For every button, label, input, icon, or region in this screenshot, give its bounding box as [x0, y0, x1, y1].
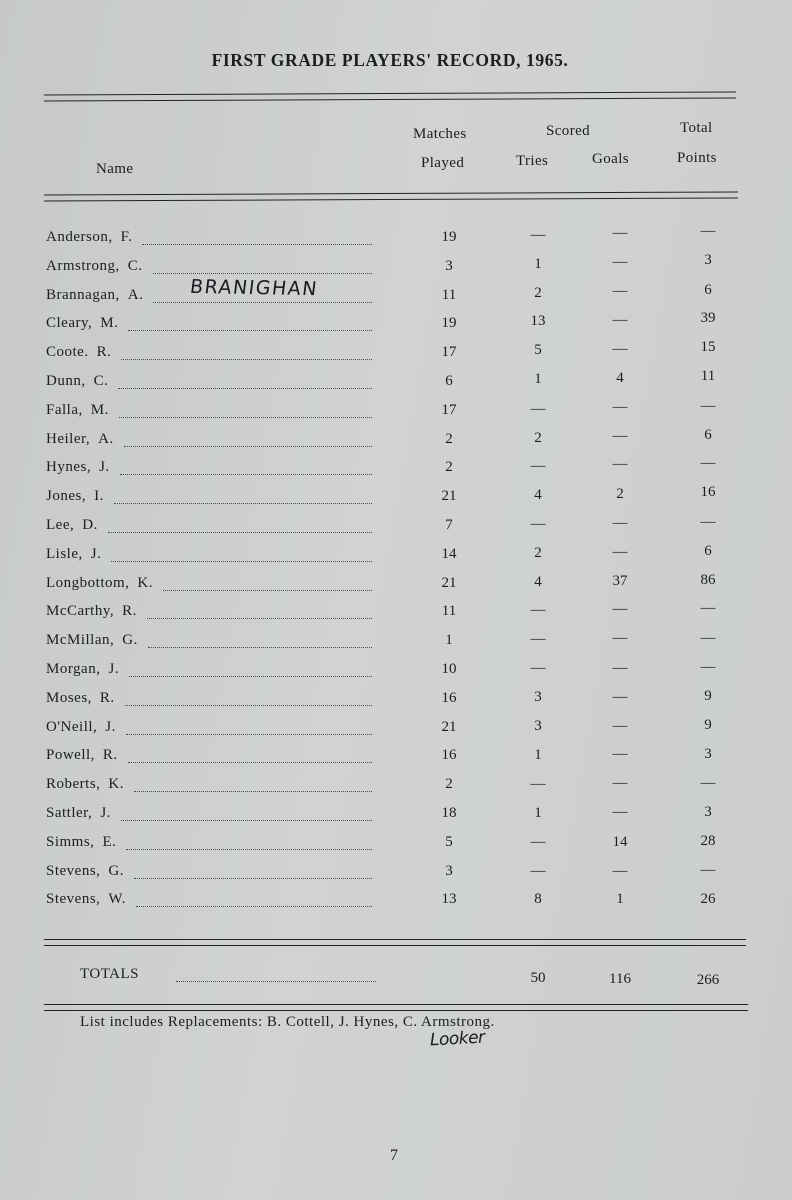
player-surname: Lee,	[46, 517, 75, 533]
cell-goals: —	[612, 398, 628, 415]
player-initial: C.	[93, 373, 109, 389]
cell-points: 9	[704, 716, 712, 733]
leader-dots	[121, 359, 372, 360]
cell-played: 13	[441, 891, 457, 908]
leader-dots	[148, 647, 372, 648]
player-name	[46, 431, 114, 448]
table-row	[0, 281, 792, 307]
cell-tries: —	[530, 833, 546, 850]
cell-tries: 1	[534, 747, 542, 764]
cell-goals: 2	[616, 486, 624, 503]
cell-goals: —	[612, 515, 628, 531]
player-initial: K.	[108, 776, 125, 793]
totals-tries: 50	[530, 970, 546, 986]
cell-points: —	[700, 600, 716, 617]
cell-tries: 1	[534, 805, 542, 821]
cell-points: —	[700, 775, 716, 792]
cell-played: 2	[445, 776, 453, 793]
player-name	[46, 459, 110, 476]
player-initial: F.	[120, 229, 133, 245]
cell-points: —	[700, 223, 716, 239]
leader-dots	[108, 532, 372, 533]
player-name	[46, 546, 101, 563]
player-initial: W.	[108, 891, 126, 908]
cell-goals: —	[612, 862, 628, 879]
leader-dots	[125, 705, 372, 706]
cell-goals: —	[612, 717, 628, 734]
cell-tries: 3	[534, 688, 542, 705]
totals-goals: 116	[609, 971, 631, 987]
player-initial: A.	[127, 286, 144, 303]
cell-played: 10	[441, 661, 457, 677]
player-initial: J.	[108, 661, 120, 677]
leader-dots	[111, 561, 372, 562]
player-initial: A.	[98, 430, 114, 447]
cell-points: 3	[704, 251, 712, 268]
cell-tries: 8	[534, 891, 542, 908]
player-initial: M.	[90, 401, 109, 418]
table-row	[0, 834, 792, 854]
cell-goals: —	[612, 775, 628, 792]
player-name	[46, 690, 115, 707]
player-surname: Coote.	[46, 344, 89, 361]
cell-played: 1	[445, 632, 453, 649]
cell-played: 16	[441, 689, 457, 706]
cell-goals: —	[612, 746, 628, 763]
cell-points: 26	[700, 891, 716, 908]
cell-played: 18	[441, 805, 457, 821]
cell-tries: 2	[534, 544, 542, 561]
player-initial: R.	[99, 689, 115, 706]
handwritten-annotation-brannagan: BRANIGHAN	[188, 275, 320, 301]
table-row	[0, 426, 792, 451]
cell-goals: —	[612, 253, 628, 270]
cell-points: —	[700, 397, 716, 414]
cell-goals: 1	[616, 891, 624, 908]
table-row	[0, 571, 792, 595]
player-initial: R.	[122, 603, 137, 620]
cell-tries: 4	[534, 573, 542, 590]
cell-goals: —	[612, 660, 628, 676]
player-initial: D.	[82, 517, 98, 533]
player-surname: Sattler,	[46, 805, 93, 821]
player-name	[46, 229, 132, 246]
cell-points: —	[700, 630, 716, 647]
player-surname: McMillan,	[46, 632, 115, 649]
top-rule-1	[44, 91, 736, 95]
table-row	[0, 455, 792, 479]
cell-played: 2	[445, 430, 453, 447]
header-rule-2	[44, 197, 738, 201]
player-surname: Powell,	[46, 747, 95, 764]
cell-goals: 4	[616, 370, 624, 386]
player-initial: E.	[102, 833, 117, 850]
leader-dots	[120, 474, 372, 475]
table-row	[0, 716, 792, 739]
player-initial: C.	[127, 257, 143, 274]
totals-rule-1	[44, 939, 746, 940]
player-name	[46, 315, 118, 332]
cell-points: 3	[704, 746, 712, 763]
cell-tries: —	[530, 458, 546, 475]
cell-points: —	[700, 861, 716, 878]
player-initial: M.	[100, 315, 119, 332]
player-name	[46, 344, 111, 361]
cell-tries: 4	[534, 487, 542, 504]
player-surname: Dunn,	[46, 373, 86, 389]
player-name	[46, 258, 143, 275]
cell-goals: —	[612, 282, 628, 299]
player-name	[46, 373, 108, 390]
cell-played: 6	[445, 373, 453, 389]
cell-points: —	[700, 659, 716, 675]
player-surname: Morgan,	[46, 661, 101, 677]
leader-dots	[134, 791, 372, 792]
cell-points: 9	[704, 687, 712, 704]
player-name	[46, 863, 124, 880]
handwritten-annotation-cottell: Looker	[429, 1027, 486, 1051]
cell-goals: 37	[612, 572, 628, 589]
totals-rule-2	[44, 945, 746, 946]
bottom-rule-1	[44, 1004, 748, 1005]
player-name	[46, 834, 116, 851]
table-row	[0, 251, 792, 278]
player-name	[46, 661, 119, 678]
cell-points: 86	[700, 571, 716, 588]
player-name	[46, 287, 143, 304]
header-total: Total	[680, 120, 713, 136]
cell-played: 11	[441, 603, 457, 620]
player-name	[46, 747, 118, 764]
table-row	[0, 484, 792, 508]
cell-played: 5	[445, 833, 453, 850]
header-tries: Tries	[516, 153, 549, 169]
cell-tries: 3	[534, 717, 542, 734]
cell-tries: 2	[534, 429, 542, 446]
player-surname: Falla,	[46, 401, 83, 418]
replacements-note: List includes Replacements: B. Cottell, J. Hynes, C. Armstrong.	[80, 1014, 495, 1030]
table-row	[0, 368, 792, 393]
cell-goals: —	[612, 601, 628, 618]
header-matches: Matches	[413, 126, 467, 142]
cell-played: 21	[441, 718, 457, 735]
table-row	[0, 661, 792, 681]
cell-points: 28	[700, 832, 716, 849]
cell-goals: —	[612, 543, 628, 560]
table-row	[0, 863, 792, 883]
header-points: Points	[677, 150, 717, 166]
cell-tries: 2	[534, 284, 542, 301]
cell-goals: —	[612, 630, 628, 647]
leader-dots	[121, 820, 372, 821]
leader-dots	[118, 388, 372, 389]
player-name	[46, 488, 104, 505]
cell-tries: —	[530, 776, 546, 793]
cell-played: 7	[445, 517, 453, 533]
cell-played: 2	[445, 459, 453, 476]
leader-dots	[136, 906, 372, 907]
cell-points: 6	[704, 542, 712, 559]
cell-tries: —	[530, 516, 546, 532]
player-name	[46, 402, 109, 419]
leader-dots	[126, 734, 372, 735]
leader-dots	[119, 417, 372, 418]
cell-played: 17	[441, 401, 457, 418]
cell-played: 19	[441, 315, 457, 332]
totals-leader-dots	[176, 981, 376, 982]
cell-goals: —	[612, 456, 628, 473]
table-row	[0, 805, 792, 825]
player-initial: J.	[90, 545, 102, 562]
cell-goals: —	[612, 427, 628, 444]
leader-dots	[128, 330, 372, 331]
player-surname: Roberts,	[46, 776, 101, 793]
cell-points: —	[700, 514, 716, 530]
cell-played: 3	[445, 257, 453, 274]
totals-row	[0, 966, 792, 986]
player-surname: Simms,	[46, 833, 95, 850]
cell-played: 11	[441, 286, 457, 303]
cell-tries: 13	[530, 313, 546, 330]
player-surname: Heiler,	[46, 430, 91, 447]
cell-tries: —	[530, 660, 546, 676]
cell-points: —	[700, 455, 716, 472]
page-number: 7	[390, 1147, 398, 1164]
bottom-rule-2	[44, 1010, 748, 1011]
player-name	[46, 632, 138, 649]
player-surname: Brannagan,	[46, 286, 120, 303]
cell-tries: 1	[534, 371, 542, 387]
player-surname: Longbottom,	[46, 574, 130, 591]
leader-dots	[147, 618, 372, 619]
cell-tries: —	[530, 631, 546, 648]
header-scored: Scored	[546, 123, 591, 139]
player-surname: Lisle,	[46, 545, 83, 562]
player-initial: I.	[94, 488, 104, 505]
player-name	[46, 805, 111, 822]
player-name	[46, 719, 116, 736]
cell-played: 19	[441, 229, 457, 245]
cell-tries: —	[530, 602, 546, 619]
cell-played: 3	[445, 862, 453, 879]
cell-tries: 1	[534, 255, 542, 272]
table-row	[0, 600, 792, 623]
leader-dots	[129, 676, 372, 677]
player-initial: G.	[108, 862, 125, 879]
table-row	[0, 223, 792, 249]
cell-goals: —	[612, 312, 628, 329]
page-title: FIRST GRADE PLAYERS' RECORD, 1965.	[211, 50, 569, 70]
cell-points: 6	[704, 281, 712, 298]
cell-goals: —	[612, 341, 628, 358]
player-surname: Hynes,	[46, 459, 92, 476]
player-surname: McCarthy,	[46, 603, 115, 620]
player-surname: Moses,	[46, 689, 92, 706]
player-surname: Jones,	[46, 488, 87, 505]
cell-goals: —	[612, 688, 628, 705]
table-row	[0, 542, 792, 566]
cell-played: 21	[441, 488, 457, 505]
cell-tries: 5	[534, 342, 542, 359]
player-name	[46, 776, 124, 793]
player-initial: K.	[137, 574, 154, 591]
leader-dots	[163, 590, 372, 591]
player-name	[46, 891, 126, 908]
table-row	[0, 397, 792, 422]
table-row	[0, 687, 792, 710]
player-surname: Stevens,	[46, 862, 101, 879]
player-surname: Anderson,	[46, 229, 113, 245]
leader-dots	[128, 762, 372, 763]
player-initial: G.	[122, 632, 138, 649]
top-rule-2	[44, 97, 736, 101]
player-initial: J.	[105, 718, 116, 735]
cell-points: 39	[700, 310, 716, 327]
cell-tries: —	[530, 400, 546, 417]
totals-label: TOTALS	[80, 966, 140, 982]
table-row	[0, 747, 792, 767]
cell-played: 16	[441, 747, 457, 764]
player-initial: R.	[96, 344, 112, 361]
table-row	[0, 632, 792, 652]
player-surname: O'Neill,	[46, 718, 98, 735]
player-name	[46, 575, 153, 592]
table-row	[0, 514, 792, 537]
leader-dots	[142, 244, 372, 245]
header-played: Played	[421, 155, 465, 171]
leader-dots	[124, 446, 372, 447]
leader-dots	[126, 849, 372, 850]
table-row	[0, 310, 792, 335]
player-name	[46, 517, 98, 534]
leader-dots	[134, 878, 372, 879]
cell-tries: —	[530, 862, 546, 879]
player-initial: R.	[102, 747, 118, 764]
cell-played: 17	[441, 344, 457, 361]
cell-goals: —	[612, 804, 628, 820]
leader-dots	[114, 503, 372, 504]
player-name	[46, 603, 137, 620]
cell-played: 14	[441, 545, 457, 562]
table-row	[0, 776, 792, 796]
table-row	[0, 339, 792, 364]
cell-points: 6	[704, 426, 712, 443]
player-surname: Cleary,	[46, 315, 93, 332]
cell-points: 16	[700, 484, 716, 501]
totals-points: 266	[696, 972, 720, 988]
player-surname: Stevens,	[46, 891, 101, 908]
player-initial: J.	[99, 459, 110, 476]
leader-dots	[153, 273, 372, 274]
cell-points: 3	[704, 804, 712, 820]
header-name: Name	[96, 161, 134, 177]
player-initial: J.	[100, 805, 111, 821]
cell-points: 15	[700, 339, 716, 356]
cell-points: 11	[700, 368, 716, 384]
cell-tries: —	[530, 227, 546, 243]
leader-dots	[153, 302, 372, 303]
player-surname: Armstrong,	[46, 257, 120, 274]
table-row	[0, 891, 792, 911]
header-goals: Goals	[592, 151, 629, 167]
cell-goals: 14	[612, 833, 628, 850]
cell-goals: —	[612, 225, 628, 241]
header-rule-1	[44, 191, 738, 195]
cell-played: 21	[441, 574, 457, 591]
